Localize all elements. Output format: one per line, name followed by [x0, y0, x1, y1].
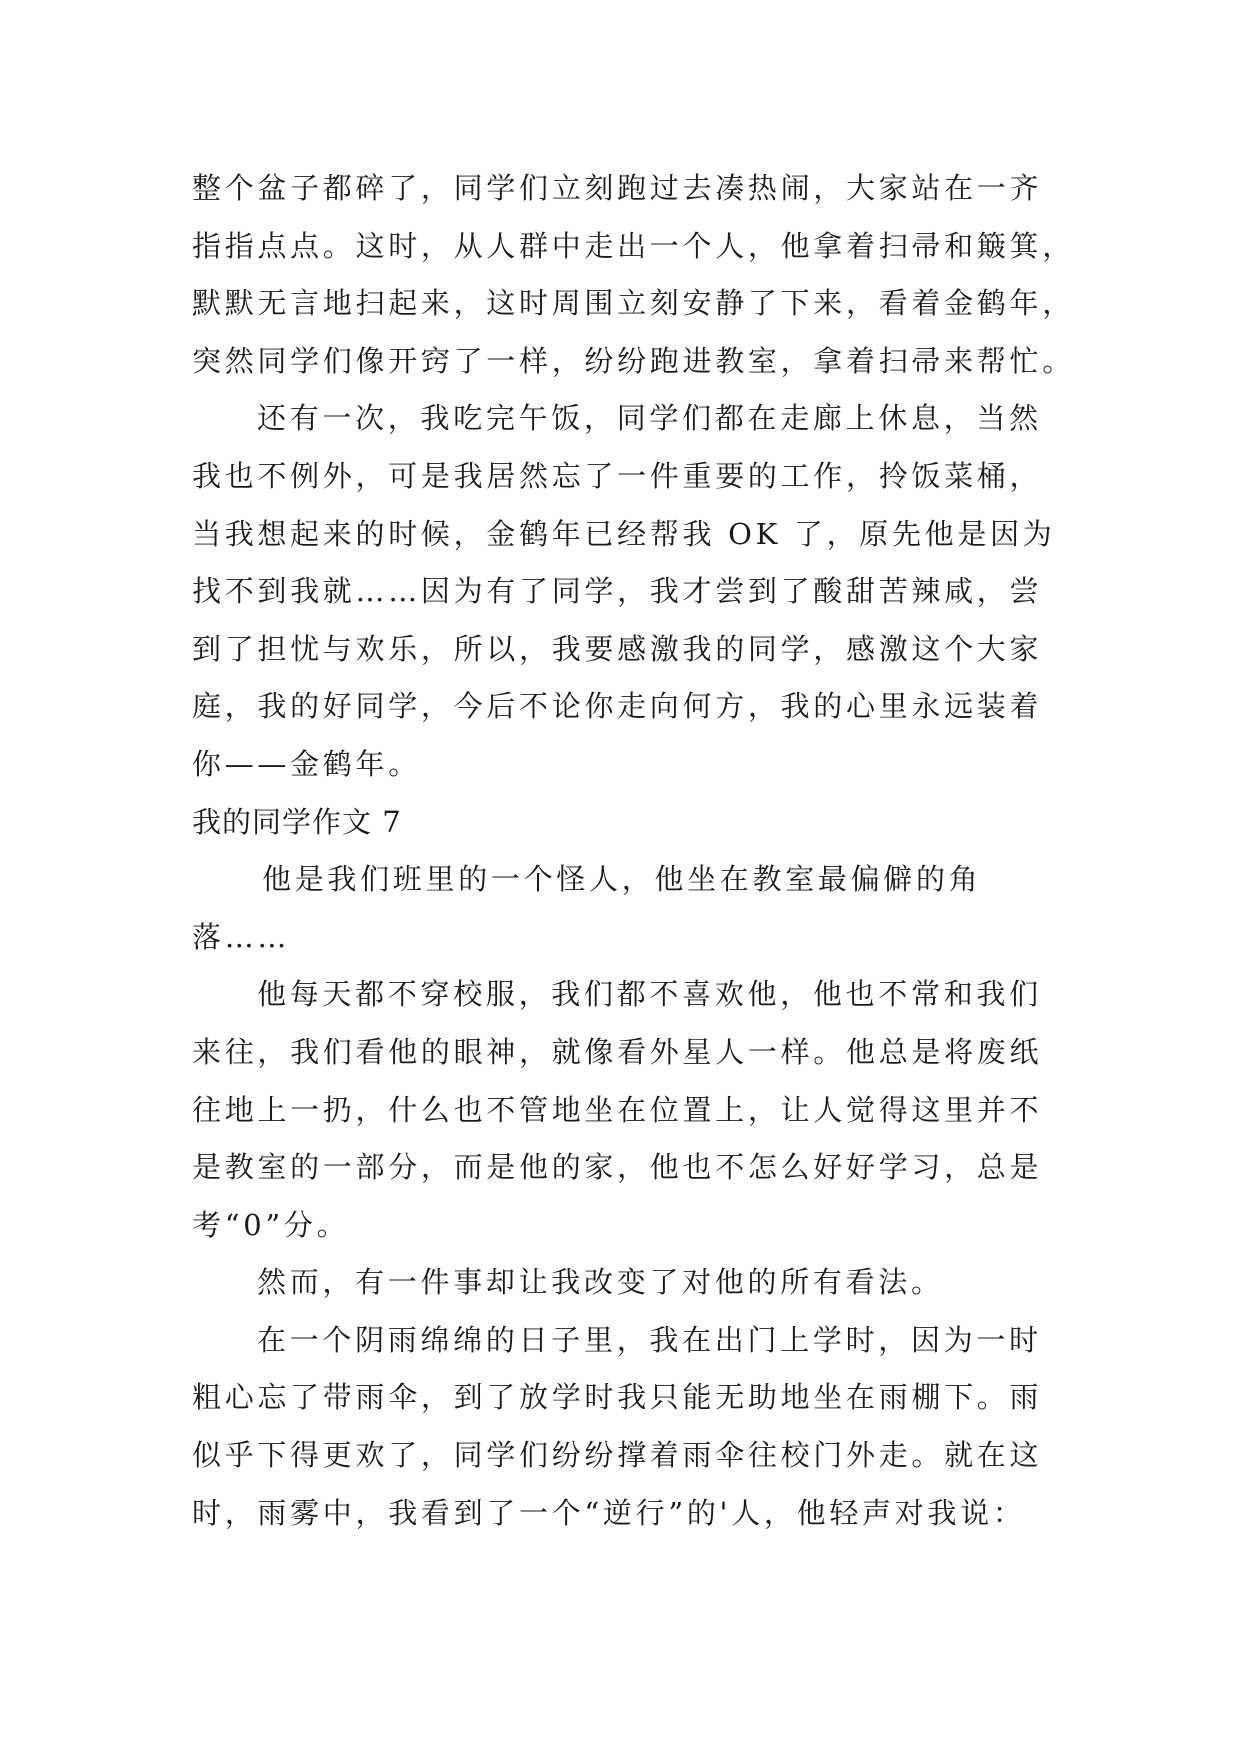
- text-line: 指指点点。这时，从人群中走出一个人，他拿着扫帚和簸箕，: [192, 228, 1075, 263]
- text-line: 整个盆子都碎了，同学们立刻跑过去凑热闹，大家站在一齐: [192, 171, 1043, 205]
- text-line: 是教室的一部分，而是他的家，他也不怎么好好学习，总是: [192, 1150, 1043, 1185]
- section-heading: 我的同学作文 7: [192, 804, 402, 839]
- text-line: 时，雨雾中，我看到了一个“逆行”的'人，他轻声对我说：: [192, 1495, 1026, 1530]
- text-line: 落……: [192, 919, 291, 954]
- paragraph-start-line: 他每天都不穿校服，我们都不喜欢他，他也不常和我们: [257, 977, 1042, 1012]
- text-line: 你——金鹤年。: [192, 746, 421, 781]
- text-line: 考“0”分。: [192, 1207, 350, 1242]
- text-line: 默默无言地扫起来，这时周围立刻安静了下来，看着金鹤年，: [192, 286, 1075, 321]
- text-line: 我也不例外，可是我居然忘了一件重要的工作，拎饭菜桶，: [192, 458, 1043, 493]
- paragraph-start-line: 他是我们班里的一个怪人，他坐在教室最偏僻的角: [262, 862, 982, 897]
- text-line: 往地上一扔，什么也不管地坐在位置上，让人觉得这里并不: [192, 1092, 1043, 1127]
- text-line: 来往，我们看他的眼神，就像看外星人一样。他总是将废纸: [192, 1034, 1043, 1069]
- paragraph-start-line: 在一个阴雨绵绵的日子里，我在出门上学时，因为一时: [257, 1322, 1042, 1357]
- text-line: 突然同学们像开窍了一样，纷纷跑进教室，拿着扫帚来帮忙。: [192, 343, 1075, 378]
- text-line: 当我想起来的时候，金鹤年已经帮我 OK 了，原先他是因为: [192, 516, 1056, 551]
- text-line: 庭，我的好同学，今后不论你走向何方，我的心里永远装着: [192, 689, 1043, 724]
- text-line: 找不到我就……因为有了同学，我才尝到了酸甜苦辣咸，尝: [192, 574, 1043, 609]
- document-body: [192, 160, 1092, 1542]
- paragraph-start-line: 然而，有一件事却让我改变了对他的所有看法。: [257, 1265, 944, 1300]
- text-line: 到了担忧与欢乐，所以，我要感激我的同学，感激这个大家: [192, 631, 1043, 666]
- text-line: 似乎下得更欢了，同学们纷纷撑着雨伞往校门外走。就在这: [192, 1438, 1043, 1473]
- paragraph-start-line: 还有一次，我吃完午饭，同学们都在走廊上休息，当然: [257, 401, 1042, 436]
- text-line: 粗心忘了带雨伞，到了放学时我只能无助地坐在雨棚下。雨: [192, 1380, 1043, 1415]
